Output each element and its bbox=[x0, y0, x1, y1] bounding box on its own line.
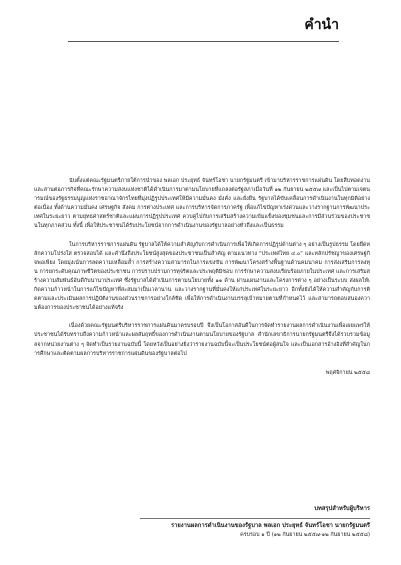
body-paragraph-1: นับตั้งแต่คณะรัฐมนตรีภายใต้การนำของ พลเอก ประยุทธ์ จันทร์โอชา นายกรัฐมนตรี เข้ามาบริหารราชการแผ่นดิน โดยสืบทอดงานและสานต่อภารกิจที่คณะรักษาความสงบแห่งชาติได้ดำเนินการมาตามนโยบายที่แถลงต่อรัฐสภาเมื่อวันที่ ๑๒ กันยายน ๒๕๕๗ และเป็นไปตามเจตนารมณ์ของรัฐธรรมนูญแห่งราชอาณาจักรไทยที่มุ่งปฏิรูปประเทศให้มีความมั่นคง มั่งคั่ง และยั่งยืน รัฐบาลได้ขับเคลื่อนการดำเนินงานในทุกมิติอย่างต่อเนื่อง ทั้งด้านความมั่นคง เศรษฐกิจ สังคม การต่างประเทศ และการบริหารจัดการภาครัฐ เพื่อแก้ไขปัญหาเร่งด่วนและวางรากฐานการพัฒนาประเทศในระยะยาว ตามยุทธศาสตร์ชาติและแผนการปฏิรูปประเทศ ควบคู่ไปกับการเสริมสร้างความเข้มแข็งของชุมชนและการมีส่วนร่วมของประชาชนในทุกภาคส่วน ทั้งนี้ เพื่อให้ประชาชนได้รับประโยชน์จากการดำเนินงานของรัฐบาลอย่างทั่วถึงและเป็นธรรม bbox=[34, 178, 370, 230]
closing-block bbox=[140, 505, 370, 540]
closing-line-2: รายงานผลการดำเนินงานของรัฐบาล พลเอก ประยุทธ์ จันทร์โอชา นายกรัฐมนตรี bbox=[171, 523, 370, 529]
page-title: คำนำ bbox=[304, 17, 339, 33]
page-header bbox=[34, 0, 370, 53]
closing-divider bbox=[140, 518, 370, 519]
body-paragraph-2: ในการบริหารราชการแผ่นดิน รัฐบาลได้ให้ความสำคัญกับการดำเนินการเพื่อให้เกิดการปฏิรูปด้านต่าง ๆ อย่างเป็นรูปธรรม โดยยึดหลักความโปร่งใส ตรวจสอบได้ และคำนึงถึงประโยชน์สูงสุดของประชาชนเป็นสำคัญ ตามแนวทาง "ประเทศไทย ๔.๐" และหลักปรัชญาของเศรษฐกิจพอเพียง โดยมุ่งเน้นการลดความเหลื่อมล้ำ การสร้างความสามารถในการแข่งขัน การพัฒนาโครงสร้างพื้นฐานด้านคมนาคม การส่งเสริมการลงทุน การยกระดับคุณภาพชีวิตของประชาชน การปราบปรามการทุจริตและประพฤติมิชอบ การรักษาความสงบเรียบร้อยภายในประเทศ และการเสริมสร้างความสัมพันธ์อันดีกับนานาประเทศ ซึ่งรัฐบาลได้ดำเนินการตามนโยบายทั้ง ๑๑ ด้าน ผ่านแผนงานและโครงการต่าง ๆ อย่างเป็นระบบ ส่งผลให้เกิดความก้าวหน้าในการแก้ไขปัญหาที่สะสมมาเป็นเวลานาน และวางรากฐานที่มั่นคงให้แก่ประเทศในระยะยาว อีกทั้งยังได้ให้ความสำคัญกับการติดตามและประเมินผลการปฏิบัติงานของส่วนราชการอย่างใกล้ชิด เพื่อให้การดำเนินงานบรรลุเป้าหมายตามที่กำหนดไว้ และสามารถตอบสนองความต้องการของประชาชนได้อย่างแท้จริง bbox=[34, 241, 370, 312]
header-divider bbox=[68, 41, 339, 42]
body-paragraph-3: เนื่องด้วยคณะรัฐมนตรีบริหารราชการแผ่นดินมาครบรอบปี จึงเป็นโอกาสอันดีในการจัดทำรายงานผลการดำเนินงานเพื่อเผยแพร่ให้ประชาชนได้รับทราบถึงความก้าวหน้าและผลสัมฤทธิ์ของการดำเนินงานตามนโยบายของรัฐบาล สำนักเลขาธิการนายกรัฐมนตรีจึงได้รวบรวมข้อมูลจากหน่วยงานต่าง ๆ จัดทำเป็นรายงานฉบับนี้ โดยหวังเป็นอย่างยิ่งว่ารายงานฉบับนี้จะเป็นประโยชน์ต่อผู้สนใจ และเป็นเอกสารอ้างอิงที่สำคัญในการศึกษาและติดตามผลการบริหารราชการแผ่นดินของรัฐบาลต่อไป bbox=[34, 323, 370, 357]
closing-line-3: ครบรอบ ๑ ปี (๑๒ กันยายน ๒๕๕๗-๑๒ กันยายน ๒๕๕๘) bbox=[240, 532, 370, 538]
document-date: พฤศจิกายน ๒๕๕๘ bbox=[325, 369, 370, 376]
closing-line-1: บทสรุปสำหรับผู้บริหาร bbox=[314, 506, 370, 512]
